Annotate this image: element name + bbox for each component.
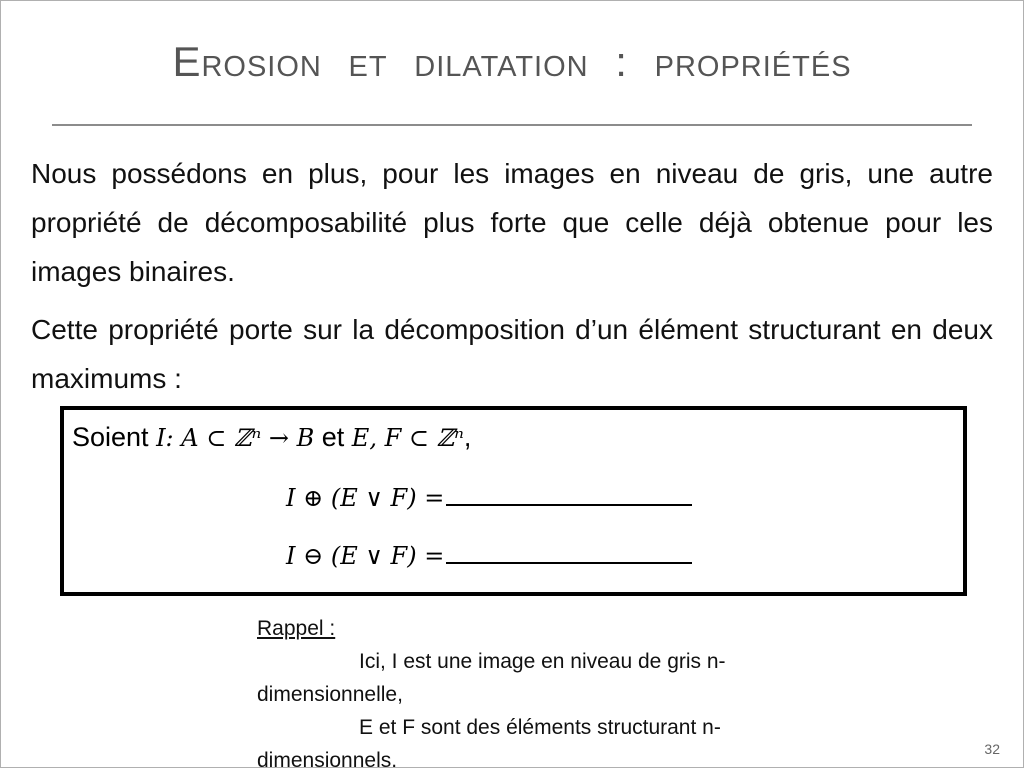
definition-elements: E, F ⊂ ℤⁿ [351, 424, 464, 452]
definition-line [72, 422, 471, 453]
definition-comma: , [463, 422, 472, 452]
definition-image: I: A ⊂ ℤⁿ → B [156, 424, 315, 452]
erosion-equation [286, 538, 692, 571]
slide-title: Erosion et dilatation : propriétés [172, 38, 852, 85]
rappel-note [257, 612, 857, 777]
paragraph-intro: Nous possédons en plus, pour les images en niveau de gris, une autre propriété de décomposabilité plus forte que celle déjà obtenue pour les images binaires. [31, 158, 993, 287]
soient-word: Soient [72, 422, 149, 452]
paragraph-decomposition: Cette propriété porte sur la décomposition d’un élément structurant en deux maximums : [31, 314, 993, 394]
rappel-line-image: Ici, I est une image en niveau de gris n-dimensionnelle, [257, 650, 726, 706]
answer-blank-erosion [446, 538, 692, 564]
erosion-formula: I ⊖ (E ∨ F) = [286, 542, 445, 570]
property-box [60, 406, 967, 596]
title-divider [52, 124, 972, 126]
answer-blank-dilation [446, 480, 692, 506]
rappel-line-elements: E et F sont des éléments structurant n-dimensionnels. [257, 716, 721, 772]
page-number: 32 [984, 741, 1000, 757]
dilation-formula: I ⊕ (E ∨ F) = [286, 484, 445, 512]
rappel-heading: Rappel : [257, 617, 336, 640]
et-word: et [321, 422, 345, 452]
dilation-equation [286, 480, 692, 513]
